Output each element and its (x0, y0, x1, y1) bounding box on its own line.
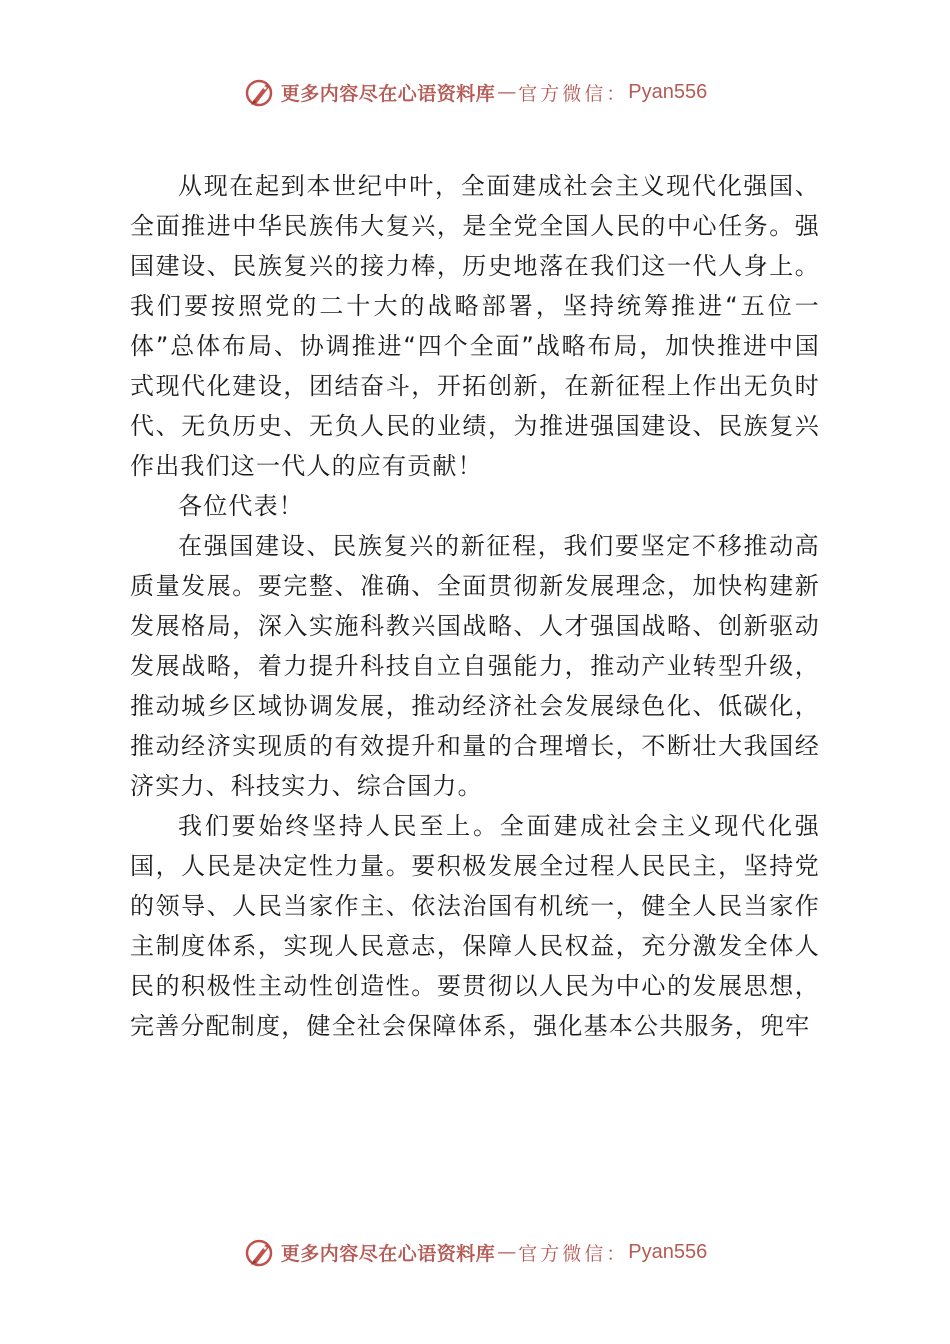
banner-label: 官方微信： (518, 82, 629, 105)
banner-text: 更多内容尽在心语资料库 (280, 1242, 496, 1265)
banner-wechat-id: Pyan556 (628, 1240, 708, 1263)
banner-label: 官方微信： (518, 1242, 629, 1265)
banner-text: 更多内容尽在心语资料库 (280, 82, 496, 105)
banner-wechat-id: Pyan556 (628, 80, 708, 103)
paragraph-1: 从现在起到本世纪中叶，全面建成社会主义现代化强国、全面推进中华民族伟大复兴，是全党全国人民的中心任务。强国建设、民族复兴的接力棒，历史地落在我们这一代人身上。我们要按照党的二十大的战略部署，坚持统筹推进“五位一体”总体布局、协调推进“四个全面”战略布局，加快推进中国式现代化建设，团结奋斗，开拓创新，在新征程上作出无负时代、无负历史、无负人民的业绩，为推进强国建设、民族复兴作出我们这一代人的应有贡献！ (130, 172, 820, 480)
paragraph-3: 在强国建设、民族复兴的新征程，我们要坚定不移推动高质量发展。要完整、准确、全面贯彻新发展理念，加快构建新发展格局，深入实施科教兴国战略、人才强国战略、创新驱动发展战略，着力提升科技自立自强能力，推动产业转型升级， 推动城乡区域协调发展，推动经济社会发展绿色化、低碳化， 推动经济实现质的有效提升和量的合理增长，不断壮大我国经济实力、科技实力、综合国力。 (130, 532, 820, 800)
paragraph-2: 各位代表！ (178, 492, 304, 520)
footer-banner (0, 1232, 950, 1272)
paragraph-4: 我们要始终坚持人民至上。全面建成社会主义现代化强国，人民是决定性力量。要积极发展全过程人民民主，坚持党的领导、人民当家作主、依法治国有机统一，健全人民当家作主制度体系，实现人民意志，保障人民权益，充分激发全体人民的积极性主动性创造性。要贯彻以人民为中心的发展思想，完善分配制度，健全社会保障体系，强化基本公共服务，兜牢 (130, 812, 820, 1040)
pen-logo-icon (243, 75, 277, 109)
banner-separator: — (497, 1241, 517, 1263)
banner-separator: — (497, 81, 517, 103)
header-banner (0, 72, 950, 112)
document-body (130, 166, 820, 1046)
pen-logo-icon (243, 1235, 277, 1269)
